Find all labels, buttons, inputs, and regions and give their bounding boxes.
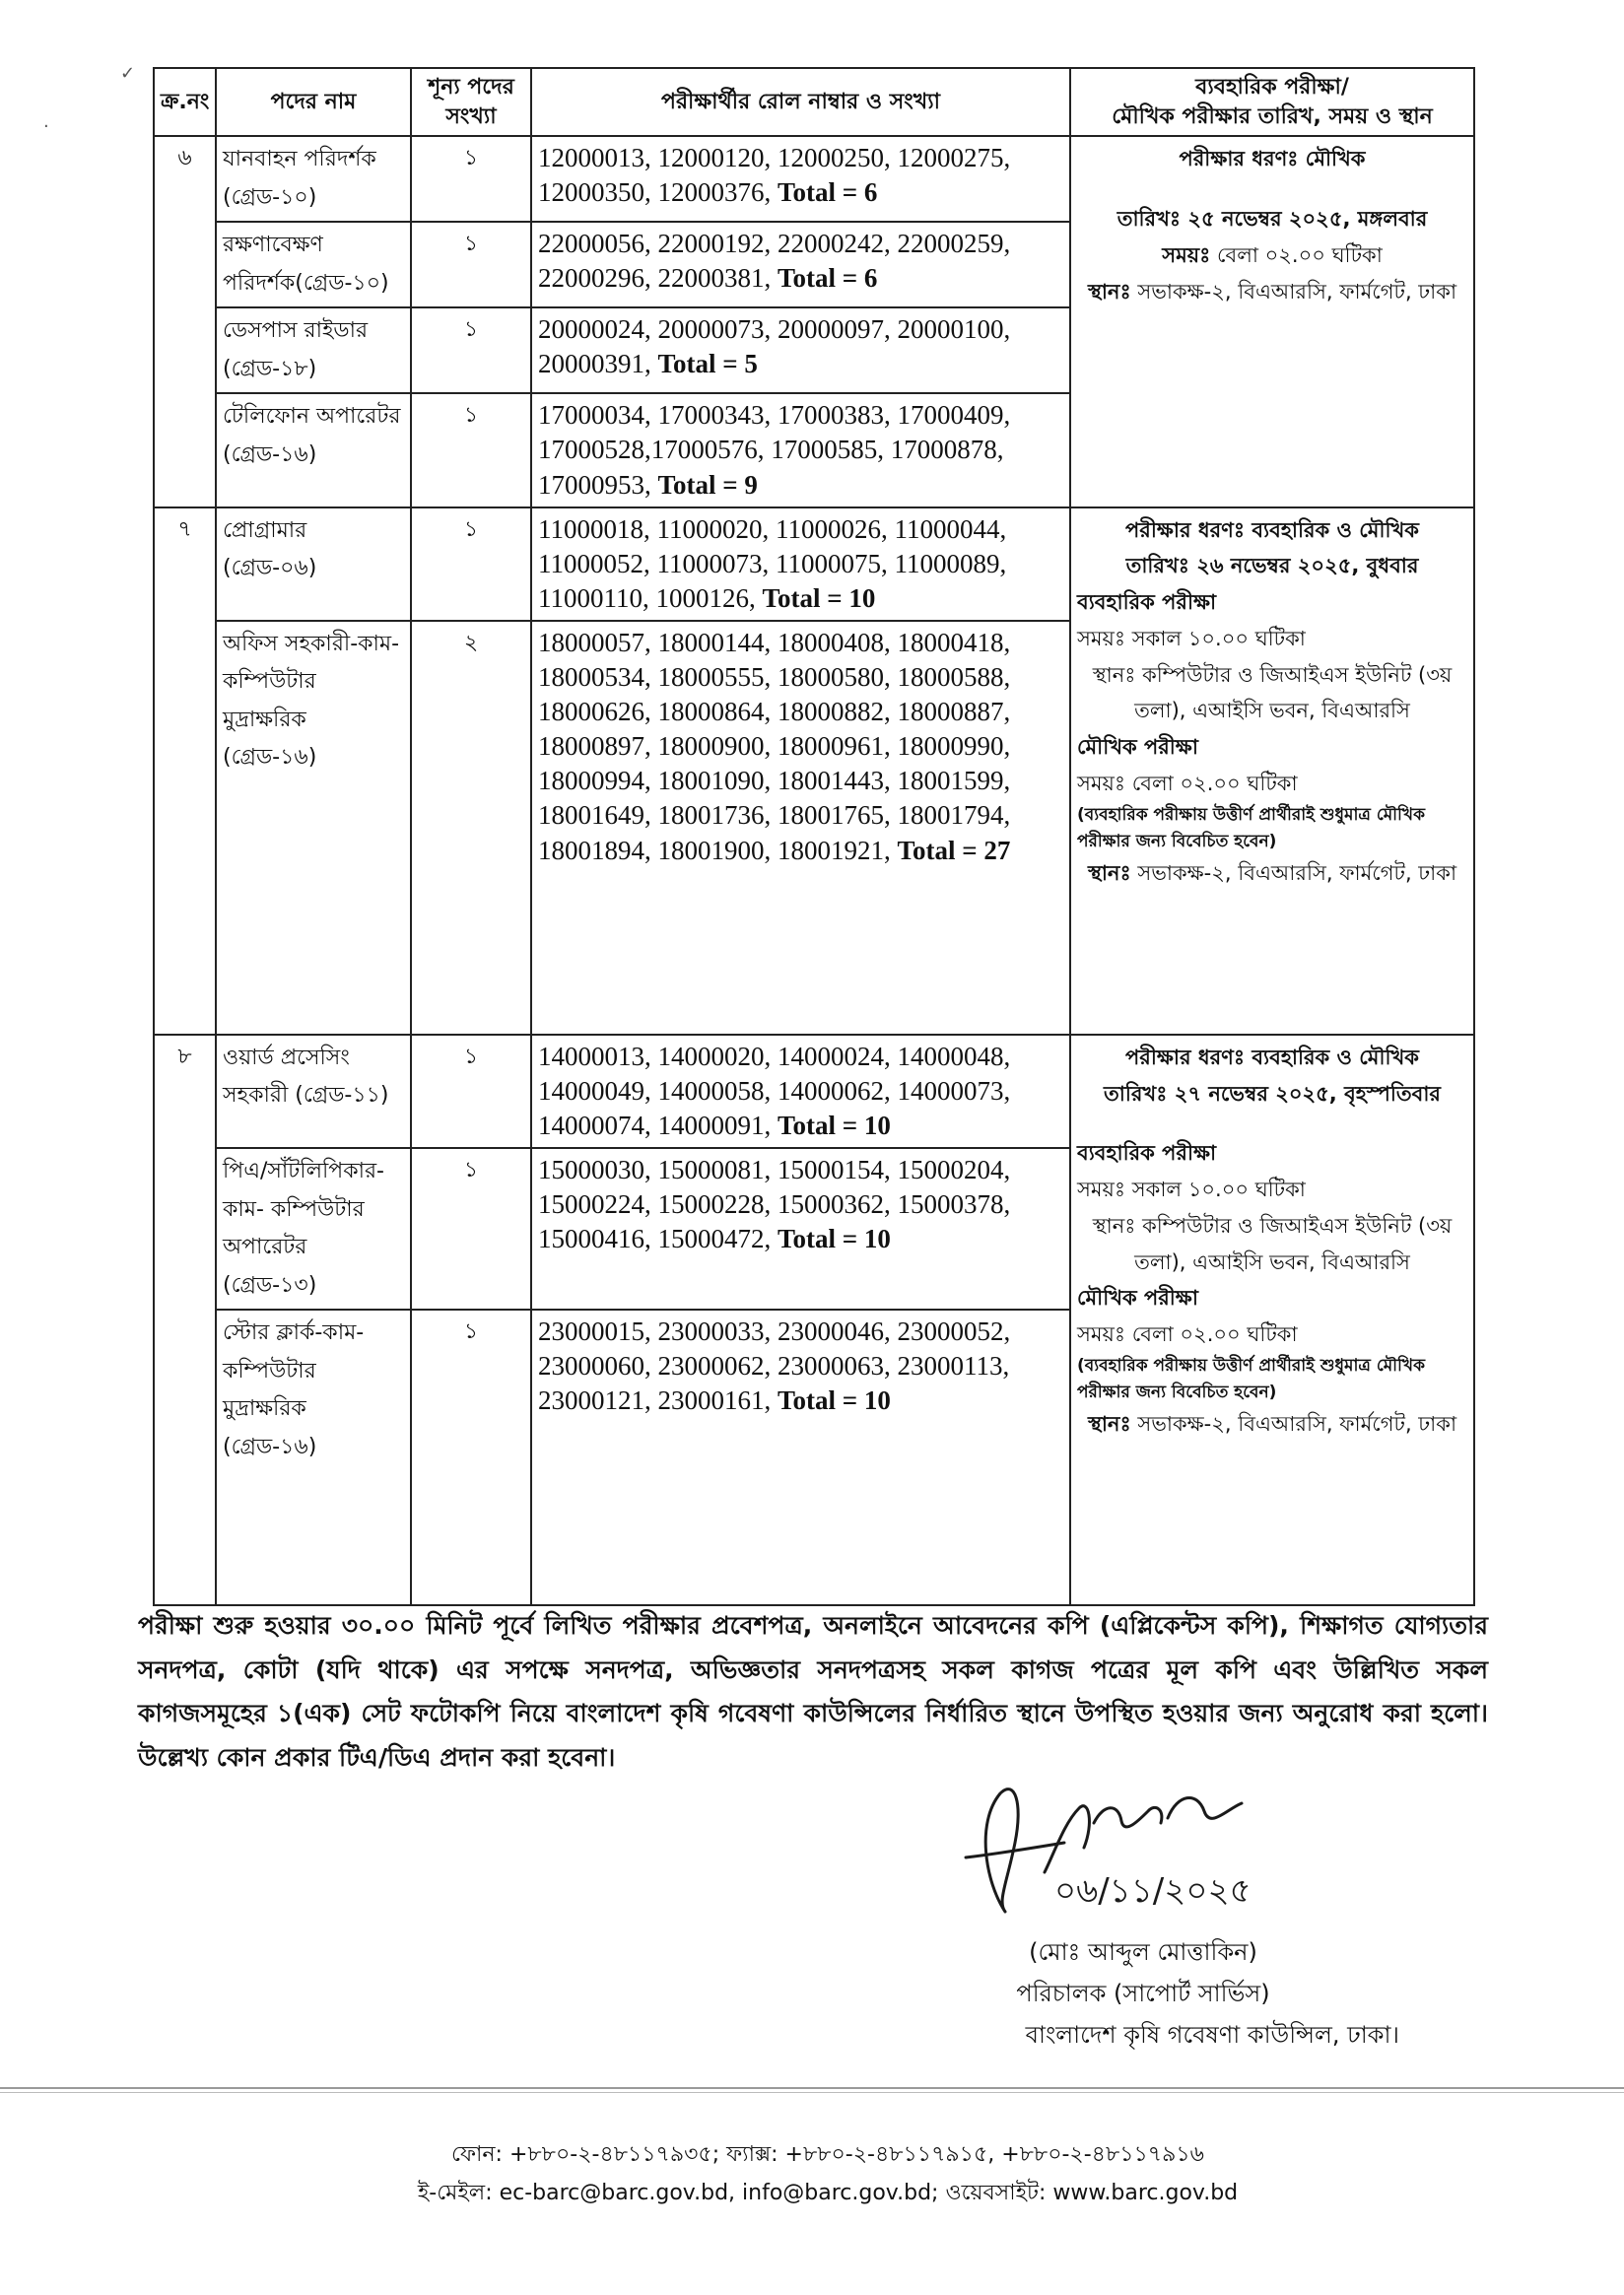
oral-place-value: সভাকক্ষ-২, বিএআরসি, ফার্মগেট, ঢাকা: [1137, 1412, 1457, 1437]
roll-numbers: [531, 507, 1070, 621]
header-vacancy: শূন্য পদের সংখ্যা: [411, 68, 531, 136]
exam-info: [1070, 1035, 1474, 1605]
roll-list: 11000018, 11000020, 11000026, 11000044, 11000052, 11000073, 11000075, 11000089, 11000110, 1000126,: [538, 513, 1007, 613]
exam-time-label: সময়ঃ: [1162, 242, 1211, 267]
exam-time: [1077, 237, 1467, 274]
roll-list: 15000030, 15000081, 15000154, 15000204, 15000224, 15000228, 15000362, 15000378, 15000416, 15000472,: [538, 1155, 1011, 1254]
exam-date: তারিখঃ ২৭ নভেম্বর ২০২৫, বৃহস্পতিবার: [1104, 1081, 1441, 1106]
table-row: [154, 1035, 1474, 1148]
post-name: যানবাহন পরিদর্শক (গ্রেড-১০): [216, 136, 411, 222]
roll-total: Total = 9: [657, 469, 758, 500]
exam-place-value: সভাকক্ষ-২, বিএআরসি, ফার্মগেট, ঢাকা: [1137, 279, 1457, 304]
footer-email: ই-মেইল: ec-barc@barc.gov.bd, info@barc.gov.bd; ওয়েবসাইট: www.barc.gov.bd: [417, 2180, 1239, 2205]
roll-numbers: [531, 1310, 1070, 1605]
signature-image: [946, 1764, 1340, 1931]
roll-numbers: [531, 222, 1070, 307]
roll-list: 17000034, 17000343, 17000383, 17000409, 17000528,17000576, 17000585, 17000878, 17000953,: [538, 400, 1011, 500]
footer-divider-secondary: [0, 2092, 1624, 2093]
vacancy-count: ১: [411, 1035, 531, 1148]
exam-time-value: বেলা ০২.০০ ঘটিকা: [1217, 242, 1383, 267]
margin-dot: ·: [43, 116, 49, 137]
oral-time: সময়ঃ বেলা ০২.০০ ঘটিকা: [1077, 771, 1298, 795]
exam-date: তারিখঃ ২৬ নভেম্বর ২০২৫, বুধবার: [1125, 554, 1419, 578]
table-header-row: [154, 68, 1474, 136]
header-info-line1: ব্যবহারিক পরীক্ষা/: [1195, 75, 1349, 100]
vacancy-count: ২: [411, 621, 531, 1035]
practical-place: স্থানঃ কম্পিউটার ও জিআইএস ইউনিট (৩য় তলা), এআইসি ভবন, বিএআরসি: [1092, 1213, 1453, 1274]
footer-divider: [0, 2087, 1624, 2089]
roll-list: 22000056, 22000192, 22000242, 22000259, 22000296, 22000381,: [538, 229, 1011, 294]
roll-total: Total = 10: [778, 1385, 891, 1416]
roll-total: Total = 6: [778, 263, 878, 294]
roll-total: Total = 10: [778, 1224, 891, 1254]
signatory-name: (মোঃ আব্দুল মোত্তাকিন): [1029, 1938, 1257, 1966]
oral-note: (ব্যবহারিক পরীক্ষায় উত্তীর্ণ প্রার্থীরাই শুধুমাত্র মৌখিক পরীক্ষার জন্য বিবেচিত হবেন): [1077, 1355, 1425, 1403]
vacancy-count: ১: [411, 1310, 531, 1605]
header-info: [1070, 68, 1474, 136]
vacancy-count: ১: [411, 507, 531, 621]
header-post: পদের নাম: [216, 68, 411, 136]
practical-label: ব্যবহারিক পরীক্ষা: [1077, 1141, 1217, 1166]
post-name: স্টোর ক্লার্ক-কাম-কম্পিউটার মুদ্রাক্ষরিক (গ্রেড-১৬): [216, 1310, 411, 1605]
roll-numbers: [531, 621, 1070, 1035]
margin-mark: ✓: [120, 63, 136, 84]
oral-place: [1077, 1406, 1467, 1443]
oral-place-label: স্থানঃ: [1087, 1412, 1131, 1437]
vacancy-count: ১: [411, 307, 531, 393]
vacancy-count: ১: [411, 393, 531, 506]
roll-numbers: [531, 136, 1070, 222]
signed-date: ০৬/১১/২০২৫: [1054, 1871, 1252, 1911]
exam-date: তারিখঃ ২৫ নভেম্বর ২০২৫, মঙ্গলবার: [1116, 207, 1428, 232]
vacancy-count: ১: [411, 1148, 531, 1310]
roll-list: 14000013, 14000020, 14000024, 14000048, 14000049, 14000058, 14000062, 14000073, 14000074, 14000091,: [538, 1041, 1011, 1141]
instruction-notice: পরীক্ষা শুরু হওয়ার ৩০.০০ মিনিট পূর্বে লিখিত পরীক্ষার প্রবেশপত্র, অনলাইনে আবেদনের কপি (এপ্লিকেন্টস কপি), শিক্ষাগত যোগ্যতার সনদপত্র, কোটা (যদি থাকে) এর সপক্ষে সনদপত্র, অভিজ্ঞতার সনদপত্রসহ সকল কাগজ পত্রের মূল কপি এবং উল্লিখিত সকল কাগজসমূহের ১(এক) সেট ফটোকপি নিয়ে বাংলাদেশ কৃষি গবেষণা কাউন্সিলের নির্ধারিত স্থানে উপস্থিত হওয়ার জন্য অনুরোধ করা হলো। উল্লেখ্য কোন প্রকার টিএ/ডিএ প্রদান করা হবেনা।: [138, 1611, 1488, 1772]
oral-note: (ব্যবহারিক পরীক্ষায় উত্তীর্ণ প্রার্থীরাই শুধুমাত্র মৌখিক পরীক্ষার জন্য বিবেচিত হবেন): [1077, 804, 1425, 851]
roll-total: Total = 6: [778, 177, 878, 208]
header-sl: ক্র.নং: [154, 68, 216, 136]
oral-label: মৌখিক পরীক্ষা: [1077, 735, 1198, 760]
oral-time: সময়ঃ বেলা ০২.০০ ঘটিকা: [1077, 1322, 1298, 1347]
roll-numbers: [531, 393, 1070, 506]
post-name: টেলিফোন অপারেটর (গ্রেড-১৬): [216, 393, 411, 506]
roll-list: 12000013, 12000120, 12000250, 12000275, 12000350, 12000376,: [538, 143, 1011, 208]
oral-place-label: স্থানঃ: [1087, 861, 1131, 886]
signatory-designation: পরিচালক (সাপোর্ট সার্ভিস): [1016, 1980, 1270, 2007]
oral-place-value: সভাকক্ষ-২, বিএআরসি, ফার্মগেট, ঢাকা: [1137, 861, 1457, 886]
vacancy-count: ১: [411, 222, 531, 307]
exam-type: পরীক্ষার ধরণঃ ব্যবহারিক ও মৌখিক: [1125, 517, 1419, 542]
exam-info: [1070, 136, 1474, 506]
serial-number: ৮: [154, 1035, 216, 1605]
exam-info: [1070, 507, 1474, 1035]
vacancy-count: ১: [411, 136, 531, 222]
exam-place: [1077, 274, 1467, 310]
header-roll: পরীক্ষার্থীর রোল নাম্বার ও সংখ্যা: [531, 68, 1070, 136]
roll-total: Total = 27: [897, 835, 1011, 865]
table-row: [154, 507, 1474, 621]
footer-contact: [355, 2136, 1301, 2212]
signatory-block: [887, 1931, 1399, 2056]
post-name: রক্ষণাবেক্ষণ পরিদর্শক(গ্রেড-১০): [216, 222, 411, 307]
schedule-table: [153, 67, 1475, 1606]
serial-number: ৭: [154, 507, 216, 1035]
roll-numbers: [531, 1035, 1070, 1148]
exam-type: পরীক্ষার ধরণঃ ব্যবহারিক ও মৌখিক: [1125, 1045, 1419, 1069]
table-row: [154, 136, 1474, 222]
post-name: পিএ/সাঁটলিপিকার-কাম- কম্পিউটার অপারেটর (গ্রেড-১৩): [216, 1148, 411, 1310]
roll-numbers: [531, 307, 1070, 393]
oral-place: [1077, 855, 1467, 892]
post-name: অফিস সহকারী-কাম-কম্পিউটার মুদ্রাক্ষরিক (গ্রেড-১৬): [216, 621, 411, 1035]
roll-list: 23000015, 23000033, 23000046, 23000052, 23000060, 23000062, 23000063, 23000113, 23000121, 23000161,: [538, 1316, 1011, 1416]
post-name: প্রোগ্রামার (গ্রেড-০৬): [216, 507, 411, 621]
post-name: ওয়ার্ড প্রসেসিং সহকারী (গ্রেড-১১): [216, 1035, 411, 1148]
exam-place-label: স্থানঃ: [1087, 279, 1131, 304]
practical-time: সময়ঃ সকাল ১০.০০ ঘটিকা: [1077, 1178, 1306, 1202]
roll-total: Total = 5: [657, 349, 758, 379]
roll-numbers: [531, 1148, 1070, 1310]
post-name: ডেসপাস রাইডার (গ্রেড-১৮): [216, 307, 411, 393]
header-info-line2: মৌখিক পরীক্ষার তারিখ, সময় ও স্থান: [1112, 103, 1433, 129]
practical-label: ব্যবহারিক পরীক্ষা: [1077, 590, 1217, 615]
signatory-organization: বাংলাদেশ কৃষি গবেষণা কাউন্সিল, ঢাকা।: [1025, 2021, 1399, 2049]
roll-total: Total = 10: [762, 582, 876, 613]
roll-list: 20000024, 20000073, 20000097, 20000100, 20000391,: [538, 314, 1011, 379]
roll-list: 18000057, 18000144, 18000408, 18000418, 18000534, 18000555, 18000580, 18000588, 18000626, 18000864, 18000882, 18000887, 18000897, 18000900, 18000961, 18000990, 18000994, 18001090, 18001443, 18001599, 18001649, 18001736, 18001765, 18001794, 18001894, 18001900, 18001921,: [538, 627, 1011, 865]
roll-total: Total = 10: [778, 1111, 891, 1141]
exam-type: পরীক্ষার ধরণঃ মৌখিক: [1179, 147, 1366, 171]
practical-place: স্থানঃ কম্পিউটার ও জিআইএস ইউনিট (৩য় তলা), এআইসি ভবন, বিএআরসি: [1092, 662, 1453, 723]
practical-time: সময়ঃ সকাল ১০.০০ ঘটিকা: [1077, 626, 1306, 650]
footer-phone: ফোন: +৮৮০-২-৪৮১১৭৯৩৫; ফ্যাক্স: +৮৮০-২-৪৮১১৭৯১৫, +৮৮০-২-৪৮১১৭৯১৬: [451, 2142, 1204, 2167]
oral-label: মৌখিক পরীক্ষা: [1077, 1286, 1198, 1311]
serial-number: ৬: [154, 136, 216, 506]
